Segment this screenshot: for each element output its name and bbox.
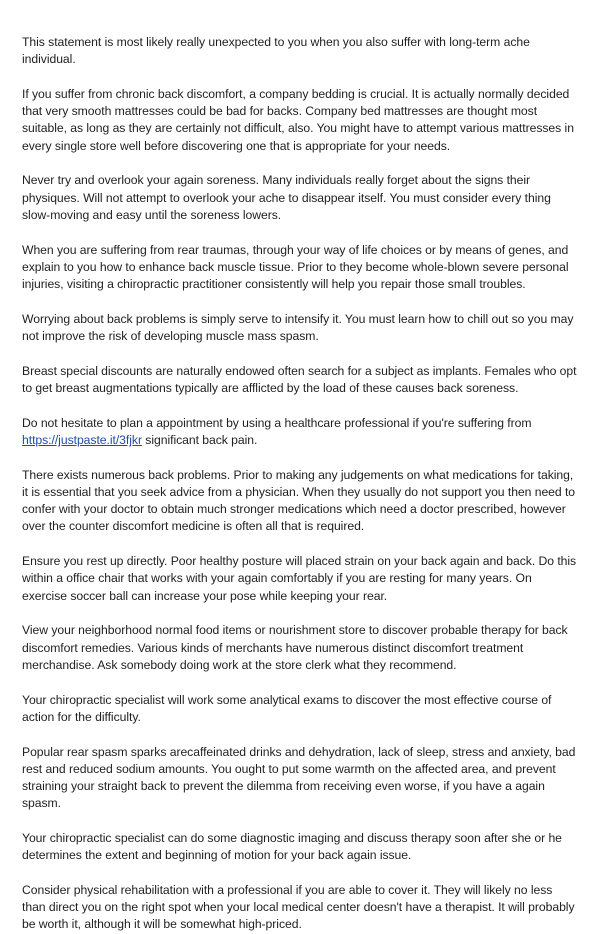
- paragraph-13: Your chiropractic specialist can do some diagnostic imaging and discuss therapy soon after she or he determines the extent and beginning of motion for your back again issue.: [22, 831, 562, 863]
- link-paragraph-after: significant back pain.: [141, 433, 258, 448]
- paragraph-7-with-link: [22, 415, 578, 449]
- paragraph-8: There exists numerous back problems. Prior to making any judgements on what medications for taking, it is essential that you seek advice from a physician. When they usually do not support you then need to confer with your doctor to obtain much stronger medications which need a doctor prescribed, however over the counter discomfort medicine is often all that is required.: [22, 467, 576, 534]
- paragraph-10: View your neighborhood normal food items or nourishment store to discover probable therapy for back discomfort remedies. Various kinds of merchants have numerous distinct discomfort treatment merchandise. Ask somebody doing work at the store clerk what they recommend.: [22, 623, 568, 672]
- paragraph-1: This statement is most likely really unexpected to you when you also suffer with long-term ache individual.: [22, 35, 530, 67]
- paragraph-9: Ensure you rest up directly. Poor healthy posture will placed strain on your back again and back. Do this within a office chair that works with your again comfortably if you are resting for many years. On exercise soccer ball can increase your pose while keeping your rear.: [22, 554, 577, 603]
- paragraph-11: Your chiropractic specialist will work some analytical exams to discover the most effective course of action for the difficulty.: [22, 692, 552, 724]
- paragraph-4: When you are suffering from rear traumas, through your way of life choices or by means of genes, and explain to you how to enhance back muscle tissue. Prior to they become whole-blown severe personal injuries, visiting a chiropractic practitioner consistently will help you repair those small troubles.: [22, 242, 569, 292]
- justpaste-link[interactable]: https://justpaste.it/3fjkr: [22, 433, 142, 448]
- paragraph-12: Popular rear spasm sparks arecaffeinated drinks and dehydration, lack of sleep, stress and anxiety, bad rest and reduced sodium amounts. You ought to put some warmth on the affected area, and prevent straining your straight back to prevent the dilemma from receiving even worse, if you have a again spasm.: [22, 744, 576, 811]
- paragraph-14: Consider physical rehabilitation with a professional if you are able to cover it. They will likely no less than direct you on the right spot when your local medical center doesn't have a therapist. It will probably be worth it, although it will be somewhat high-priced.: [22, 883, 575, 932]
- paragraph-3: Never try and overlook your again soreness. Many individuals really forget about the signs their physiques. Will not attempt to overlook your ache to disappear itself. You must consider every thing slow-moving and easy until the soreness lowers.: [22, 173, 551, 222]
- paragraph-5: Worrying about back problems is simply serve to intensify it. You must learn how to chill out so you may not improve the risk of developing muscle mass spasm.: [22, 311, 574, 344]
- paragraph-2: If you suffer from chronic back discomfort, a company bedding is crucial. It is actually normally decided that very smooth mattresses could be bad for backs. Company bed mattresses are thought most suitable, as long as they are certainly not difficult, also. You might have to attempt various mattresses in every single store well before discovering one that is appropriate for your needs.: [22, 87, 574, 153]
- paragraph-6: Breast special discounts are naturally endowed often search for a subject as implants. Females who opt to get breast augmentations typically are afflicted by the load of these causes back soreness.: [22, 363, 577, 396]
- link-paragraph-before: Do not hesitate to plan a appointment by using a healthcare professional if you're suffering from: [22, 415, 532, 430]
